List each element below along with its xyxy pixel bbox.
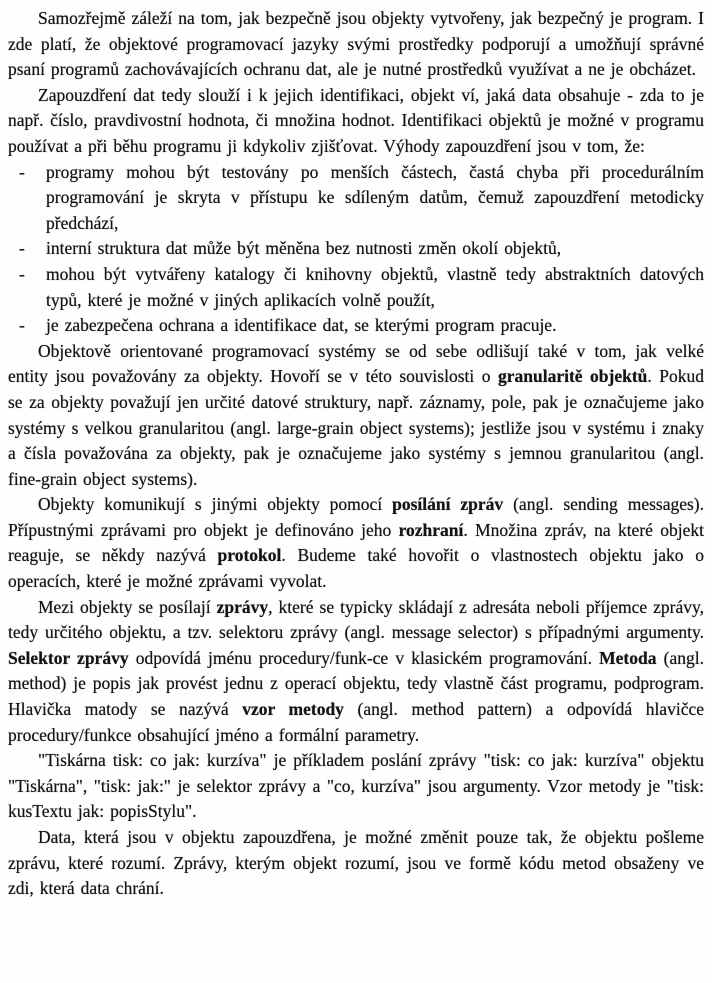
text-segment: Zapouzdření dat tedy slouží i k jejich identifikaci, objekt ví, jaká data obsahuje - zda to je např. číslo, pravdivostní hodnota, či množina hodnot. Identifikaci objektů je možné v programu používat a při běhu programu ji kdykoliv zjišťovat. Výhody zapouzdření jsou v tom, že: [8,84,704,156]
paragraph [8,748,704,825]
list-item-text [46,238,561,258]
paragraph [8,825,704,902]
list-item [8,313,704,339]
bold-text-segment: protokol [217,545,282,566]
list-item-text [46,162,704,233]
bullet-dash: - [19,238,25,259]
text-segment: Mezi objekty se posílají [38,596,217,617]
paragraph [8,83,704,160]
paragraph [8,492,704,594]
text-segment: mohou být vytvářeny katalogy či knihovny objektů, vlastně tedy abstraktních datových typů, které je možné v jiných aplikacích volně použít, [46,263,704,310]
text-segment: (angl. method pattern) a odpovídá hlavičce procedury/funkce obsahující jméno a formální parametry. [8,699,704,745]
document-content [8,6,704,902]
paragraph [8,6,704,83]
bold-text-segment: rozhraní [398,519,464,540]
text-segment: je zabezpečena ochrana a identifikace dat, se kterými program pracuje. [46,315,557,336]
text-segment: programy mohou být testovány po menších částech, častá chyba při procedurálním programování je skryta v přístupu ke sdíleným datům, čemuž zapouzdření metodicky předchází, [46,161,704,233]
paragraph [8,595,704,749]
bold-text-segment: Selektor zprávy [8,647,129,668]
text-segment: interní struktura dat může být měněna bez nutnosti změn okolí objektů, [46,238,562,259]
text-segment: Objektově orientované programovací systémy se od sebe odlišují také v tom, jak velké entity jsou považovány za objekty. Hovoří se v této souvislosti o [8,340,704,387]
bold-text-segment: zprávy [216,596,269,617]
paragraph [8,339,704,493]
list-item-text [46,264,704,310]
text-segment: (angl. method) je popis jak provést jednu z operací objektu, tedy vlastně část programu, podprogram. Hlavička matody se nazývá [8,647,704,720]
text-segment: . Budeme také hovořit o vlastnostech objektu jako o operacích, které je možné zprávami vyvolat. [8,545,704,592]
text-segment: , které se typicky skládají z adresáta neboli příjemce zprávy, tedy určitého objektu, a tzv. selektoru zprávy (angl. message selector) s případnými argumenty. [8,596,704,643]
bullet-dash: - [19,315,25,336]
text-segment: odpovídá jménu procedury/funk-ce v klasickém programování. [128,647,600,668]
text-segment: . Množina zpráv, na které objekt reaguje, se někdy nazývá [8,519,704,566]
text-segment: Samozřejmě záleží na tom, jak bezpečně jsou objekty vytvořeny, jak bezpečný je program. I zde platí, že objektové programovací jazyky svými prostředky podporují a umožňují správné psaní programů zachovávajících ochranu dat, ale je nutné prostředků využívat a ne je obcházet. [8,8,704,80]
bullet-dash: - [19,161,25,182]
bullet-dash: - [19,263,25,284]
bold-text-segment: posílání zpráv [392,494,504,515]
text-segment: Objekty komunikují s jinými objekty pomocí [38,494,393,515]
list-item [8,236,704,262]
bold-text-segment: vzor metody [242,699,344,720]
text-segment: "Tiskárna tisk: co jak: kurzíva" je příkladem poslání zprávy "tisk: co jak: kurzíva" objektu "Tiskárna", "tisk: jak:" je selektor zprávy a "co, kurzíva" jsou argumenty. Vzor metody je "tisk: kusTextu jak: popisStylu". [8,750,704,822]
list-item [8,160,704,237]
text-segment: Data, která jsou v objektu zapouzdřena, je možné změnit pouze tak, že objektu pošleme zprávu, které rozumí. Zprávy, kterým objekt rozumí, jsou ve formě kódu metod obsaženy ve zdi, která data chrání. [8,827,704,899]
bold-text-segment: Metoda [599,647,657,668]
text-segment: (angl. sending messages). Přípustnými zprávami pro objekt je definováno jeho [8,494,705,540]
list-item [8,262,704,313]
text-segment: . Pokud se za objekty považují jen určité datové struktury, např. záznamy, pole, pak je označujeme jako systémy s velkou granularitou (angl. large-grain object systems); jestliže jsou v systému i znaky a čísla považována za objekty, pak je označujeme jako systémy s jemnou granularitou (angl. fine-grain object systems). [8,366,704,489]
bold-text-segment: granularitě objektů [497,366,648,387]
list-item-text [46,315,556,335]
